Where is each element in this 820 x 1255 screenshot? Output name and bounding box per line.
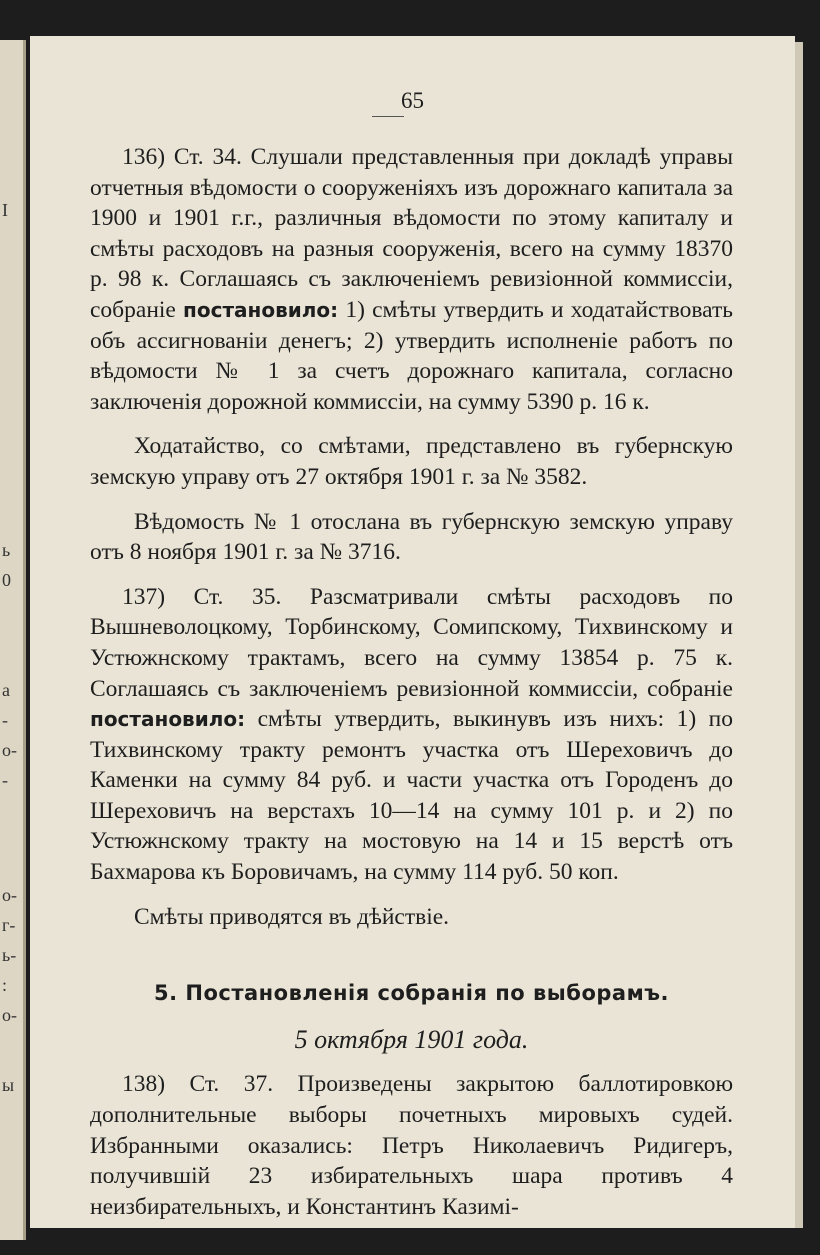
facing-page-edge — [0, 40, 26, 1240]
facing-page-fragment: : — [2, 975, 8, 995]
page-gutter — [23, 40, 26, 1240]
section-heading: 5. Постановленія собранія по выборамъ. — [153, 981, 670, 1006]
facing-page-fragment: о- — [2, 885, 17, 905]
bold-resolution: постановило: — [90, 707, 246, 732]
page-number-rule — [372, 116, 404, 119]
facing-page-fragment: о- — [2, 1005, 17, 1025]
date-heading: 5 октября 1901 года. — [294, 1024, 529, 1054]
facing-page-fragment: г- — [2, 915, 16, 935]
facing-page-fragment: ь- — [2, 945, 17, 965]
page-number: 65 — [401, 88, 424, 113]
bold-resolution: постановило: — [183, 297, 339, 322]
note-statement: Вѣдомость № 1 отослана въ губернскую земскую управу отъ 8 ноября 1901 г. за № 3716. — [90, 508, 733, 566]
facing-page-fragment: о- — [2, 740, 17, 760]
note-estimates: Смѣты приводятся въ дѣйствіе. — [134, 903, 450, 930]
document-page — [30, 36, 795, 1228]
facing-page-fragment: - — [2, 770, 8, 790]
facing-page-fragment: I — [2, 200, 8, 220]
page-body — [90, 142, 733, 1222]
note-petition: Ходатайство, со смѣтами, представлено въ губернскую земскую управу отъ 27 октября 1901 г. за № 3582. — [90, 433, 733, 490]
facing-page-fragment: ы — [2, 1075, 15, 1095]
paragraph-138: 138) Ст. 37. Произведены закрытою баллотировкою дополнительные выборы почетныхъ мировыхъ судей. Избранными оказались: Петръ Николаевичъ Ридигеръ, получившій 23 избирательныхъ шара противъ 4 неизбирательныхъ, и Константинъ Казимі- — [90, 1071, 733, 1220]
paragraph-137: 137) Ст. 35. Разсматривали смѣты расходовъ по Вышневолоцкому, Торбинскому, Сомипскому, Тихвинскому и Устюжнскому трактамъ, всего на сумму 13854 р. 75 к. Соглашаясь съ заключеніемъ ревизіонной коммиссіи, собраніе постановило: смѣты утвердить, выкинувъ изъ нихъ: 1) по Тихвинскому тракту ремонтъ участка отъ Шереховичъ до Каменки на сумму 84 руб. и части участка отъ Городенъ до Шереховичъ на верстахъ 10—14 на сумму 101 р. и 2) по Устюжнскому тракту на мостовую на 14 и 15 верстѣ отъ Бахмарова къ Боровичамъ, на сумму 114 руб. 50 коп. — [90, 583, 734, 886]
facing-page-fragment: 0 — [2, 570, 11, 590]
paragraph-136: 136) Ст. 34. Слушали представленныя при докладѣ управы отчетныя вѣдомости о сооруженіяхъ изъ дорожнаго капитала за 1900 и 1901 г.г., различныя вѣдомости по этому капиталу и смѣты расходовъ на разныя сооруженія, всего на сумму 18370 р. 98 к. Соглашаясь съ заключеніемъ ревизіонной коммиссіи, собраніе постановило: 1) смѣты утвердить и ходатайствовать объ ассигнованіи денегъ; 2) утвердить исполненіе работъ по вѣдомости № 1 за счетъ дорожнаго капитала, согласно заключенія дорожной коммиссіи, на сумму 5390 р. 16 к. — [90, 144, 733, 415]
facing-page-fragment: ь — [2, 540, 11, 560]
facing-page-fragment: - — [2, 710, 8, 730]
facing-page-fragment: а — [2, 680, 10, 700]
